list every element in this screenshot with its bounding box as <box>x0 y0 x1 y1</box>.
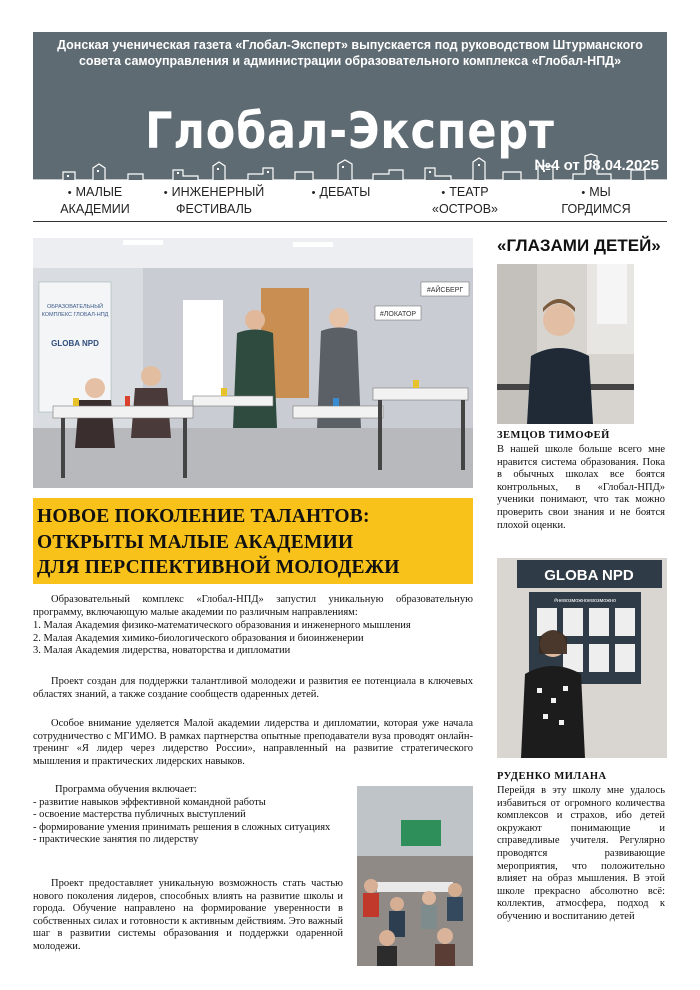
headline-line2: ОТКРЫТЫ МАЛЫЕ АКАДЕМИИ <box>37 531 354 553</box>
nav-item-label-line2: ГОРДИМСЯ <box>561 202 631 216</box>
bullet-icon: • <box>67 187 72 199</box>
academies-list <box>33 620 473 658</box>
student-photo-2 <box>497 558 667 758</box>
academy-list-item: 2. Малая Академия химико-биологического образования и биоинженерии <box>33 632 364 644</box>
student-2-name: РУДЕНКО МИЛАНА <box>497 771 607 782</box>
nav-item-label: ДЕБАТЫ <box>319 185 371 199</box>
banner-text-line2: КОМПЛЕКС ГЛОБАЛ-НПД <box>41 312 109 318</box>
program-list-item: - развитие навыков эффективной командной работы <box>33 796 266 808</box>
nav-item-label: ИНЖЕНЕРНЫЙ <box>171 185 265 199</box>
article-paragraph-1: Образовательный комплекс «Глобал-НПД» запустил уникальную образовательную программу, включающую малые академии по различным направлениям: <box>33 594 473 618</box>
article-paragraph-4: Проект предоставляет уникальную возможность стать частью нового поколения лидеров, способных влиять на развитие школы и города. Обучение направлено на формирование уверенности в собственных силах и готовности к активным действиям. Это важный шаг в развитии системы образования и поддержки одаренной молодежи. <box>33 878 343 952</box>
sign-aisberg: #АЙСБЕРГ <box>426 287 464 294</box>
program-list-item: - формирование умения принимать решения в сложных ситуациях <box>33 821 331 833</box>
article-headline <box>33 498 473 584</box>
student-photo-1 <box>497 264 634 424</box>
student-photo-1-illustration <box>497 264 634 424</box>
article-paragraph-2: Проект создан для поддержки талантливой молодежи и развития ее потенциала в ключевых областях знаний, а также создание сообществ одаренных детей. <box>33 676 473 700</box>
program-title: Программа обучения включает: <box>55 784 197 795</box>
student-photo-2-illustration <box>497 558 667 758</box>
newspaper-title: Глобал-Эксперт <box>145 102 555 160</box>
nav-item-we-are-proud[interactable] <box>552 184 640 217</box>
headline-line3: ДЛЯ ПЕРСПЕКТИВНОЙ МОЛОДЕЖИ <box>37 557 400 578</box>
program-list <box>33 784 347 847</box>
students-photo-illustration <box>357 786 473 966</box>
bullet-icon: • <box>163 187 168 199</box>
classroom-photo-illustration <box>33 238 473 488</box>
masthead-intro <box>33 32 667 69</box>
photo-sign: #невозможноевозможно <box>553 598 617 604</box>
article-paragraph-3: Особое внимание уделяется Малой академии лидерства и дипломатии, которая уже начала сотрудничество с МГИМО. В рамках партнерства опытные преподаватели вуза проводят онлайн-тренинг «Я лидер через лидерство России», направленный на развитие стратегического мышления и практических лидерских навыков. <box>33 718 473 767</box>
nav-item-debates[interactable] <box>301 184 381 201</box>
academy-list-item: 3. Малая Академия лидерства, новаторства и дипломатии <box>33 645 291 657</box>
masthead-intro-line2: совета самоуправления и администрации образовательного комплекса «Глобал-НПД» <box>78 54 622 68</box>
banner-logo: GLOBA NPD <box>51 339 99 348</box>
students-at-screen-photo <box>357 786 473 966</box>
classroom-photo <box>33 238 473 488</box>
student-1-name: ЗЕМЦОВ ТИМОФЕЙ <box>497 430 610 441</box>
bullet-icon: • <box>581 187 586 199</box>
program-list-item: - освоение мастерства публичных выступлений <box>33 809 246 821</box>
nav-item-label: ТЕАТР <box>449 185 489 199</box>
program-list-item: - практические занятия по лидерству <box>33 834 199 846</box>
nav-item-label: МАЛЫЕ <box>75 185 123 199</box>
sign-lokator: #ЛОКАТОР <box>379 311 417 318</box>
nav-item-label-line2: «ОСТРОВ» <box>432 202 498 216</box>
headline-line1: НОВОЕ ПОКОЛЕНИЕ ТАЛАНТОВ: <box>37 506 370 527</box>
issue-number: №4 от 08.04.2025 <box>534 157 659 174</box>
nav-item-engineering-festival[interactable] <box>158 184 270 217</box>
bullet-icon: • <box>311 187 316 199</box>
student-1-quote: В нашей школе больше всего мне нравится система образования. Пока в обычных школах все боятся контрольных, в «Глобал-НПД» ученики понимают, что так можно проверить свои знания и не боятся плохой оценки. <box>497 444 665 531</box>
nav-item-label-line2: АКАДЕМИИ <box>60 202 130 216</box>
sidebar-title: «ГЛАЗАМИ ДЕТЕЙ» <box>497 236 661 255</box>
masthead-intro-line1: Донская ученическая газета «Глобал-Эксперт» выпускается под руководством Штурманского <box>57 38 643 52</box>
student-2-quote: Перейдя в эту школу мне удалось избавиться от огромного количества комплексов и страхов, ибо детей окружают понимающие и справедливые учителя. Регулярно проводятся развивающие мероприятия, что положительно влияет на образ мышления. В этой школе прекрасно абсолютно всё: коллектив, атмосфера, подход к обучению и воспитанию детей <box>497 785 665 922</box>
section-nav <box>33 182 667 222</box>
nav-item-small-academies[interactable] <box>55 184 135 217</box>
nav-item-label: МЫ <box>589 185 611 199</box>
nav-item-theatre-ostrov[interactable] <box>419 184 511 217</box>
nav-item-label-line2: ФЕСТИВАЛЬ <box>175 202 252 216</box>
masthead <box>33 32 667 180</box>
academy-list-item: 1. Малая Академия физико-математического образования и инженерного мышления <box>33 620 411 631</box>
photo-logo: GLOBA NPD <box>544 567 634 584</box>
bullet-icon: • <box>441 187 446 199</box>
banner-text-line1: ОБРАЗОВАТЕЛЬНЫЙ <box>46 304 104 310</box>
